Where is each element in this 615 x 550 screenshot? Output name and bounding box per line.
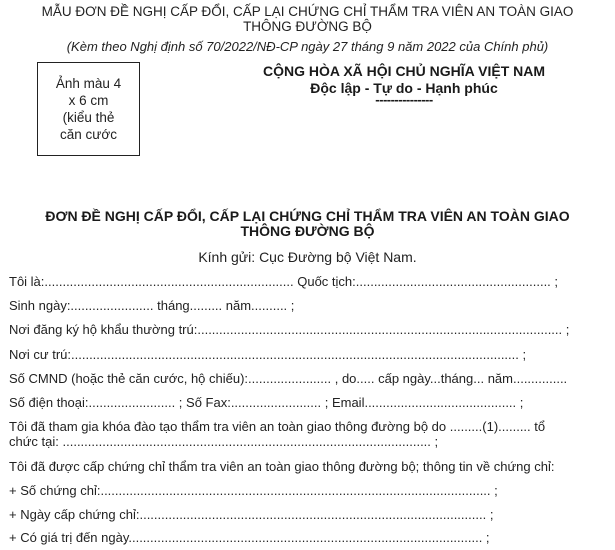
field-issue-date: + Ngày cấp chứng chỉ:................................................................................................ ; <box>9 507 494 522</box>
form-title <box>0 4 615 34</box>
photo-box-line-2: x 6 cm <box>68 93 109 108</box>
recipient-line: Kính gửi: Cục Đường bộ Việt Nam. <box>198 249 417 265</box>
photo-box-line-3: (kiểu thẻ <box>62 110 115 125</box>
field-training <box>9 419 545 449</box>
form-title-line-2: THÔNG ĐƯỜNG BỘ <box>243 19 372 34</box>
national-name: CỘNG HÒA XÃ HỘI CHỦ NGHĨA VIỆT NAM <box>262 63 546 79</box>
photo-box-line-4: căn cước <box>60 127 117 142</box>
document-title <box>0 209 615 239</box>
field-certificate-number: + Số chứng chỉ:............................................................................................................ ; <box>9 483 498 498</box>
field-valid-until: + Có giá trị đến ngày.................................................................................................. ; <box>9 530 490 545</box>
decree-note: (Kèm theo Nghị định số 70/2022/NĐ-CP ngày 27 tháng 9 năm 2022 của Chính phủ) <box>66 39 549 54</box>
field-training-line-1: Tôi đã tham gia khóa đào tạo thẩm tra viên an toàn giao thông đường bộ do .........(1)......... tổ <box>9 419 546 434</box>
national-motto: Độc lập - Tự do - Hạnh phúc <box>310 80 498 96</box>
document-title-line-2: THÔNG ĐƯỜNG BỘ <box>240 223 375 239</box>
field-current-residence: Nơi cư trú:............................................................................................................................ ; <box>9 347 527 362</box>
field-date-of-birth: Sinh ngày:....................... tháng......... năm.......... ; <box>9 298 295 313</box>
field-name-nationality: Tôi là:..................................................................... Quốc tịch:...................................................... ; <box>9 274 559 289</box>
photo-placeholder-box <box>37 62 140 156</box>
field-certificate-statement: Tôi đã được cấp chứng chỉ thẩm tra viên an toàn giao thông đường bộ; thông tin về chứng chỉ: <box>9 459 555 474</box>
field-registered-residence: Nơi đăng ký hộ khẩu thường trú:..................................................................................................... ; <box>9 322 570 337</box>
field-training-line-2: chức tại: ...................................................................................................... ; <box>9 434 439 449</box>
photo-box-line-1: Ảnh màu 4 <box>55 76 122 91</box>
document-title-line-1: ĐƠN ĐỀ NGHỊ CẤP ĐỔI, CẤP LẠI CHỨNG CHỈ THẨM TRA VIÊN AN TOÀN GIAO <box>45 208 570 224</box>
form-title-line-1: MẪU ĐƠN ĐỀ NGHỊ CẤP ĐỔI, CẤP LẠI CHỨNG CHỈ THẨM TRA VIÊN AN TOÀN GIAO <box>41 4 574 19</box>
field-contact: Số điện thoại:........................ ; Số Fax:......................... ; Email.......................................... ; <box>9 395 524 410</box>
motto-divider: --------------- <box>375 92 433 107</box>
field-id-number: Số CMND (hoặc thẻ căn cước, hộ chiếu):....................... , do..... cấp ngày...tháng... năm............... <box>9 371 568 386</box>
